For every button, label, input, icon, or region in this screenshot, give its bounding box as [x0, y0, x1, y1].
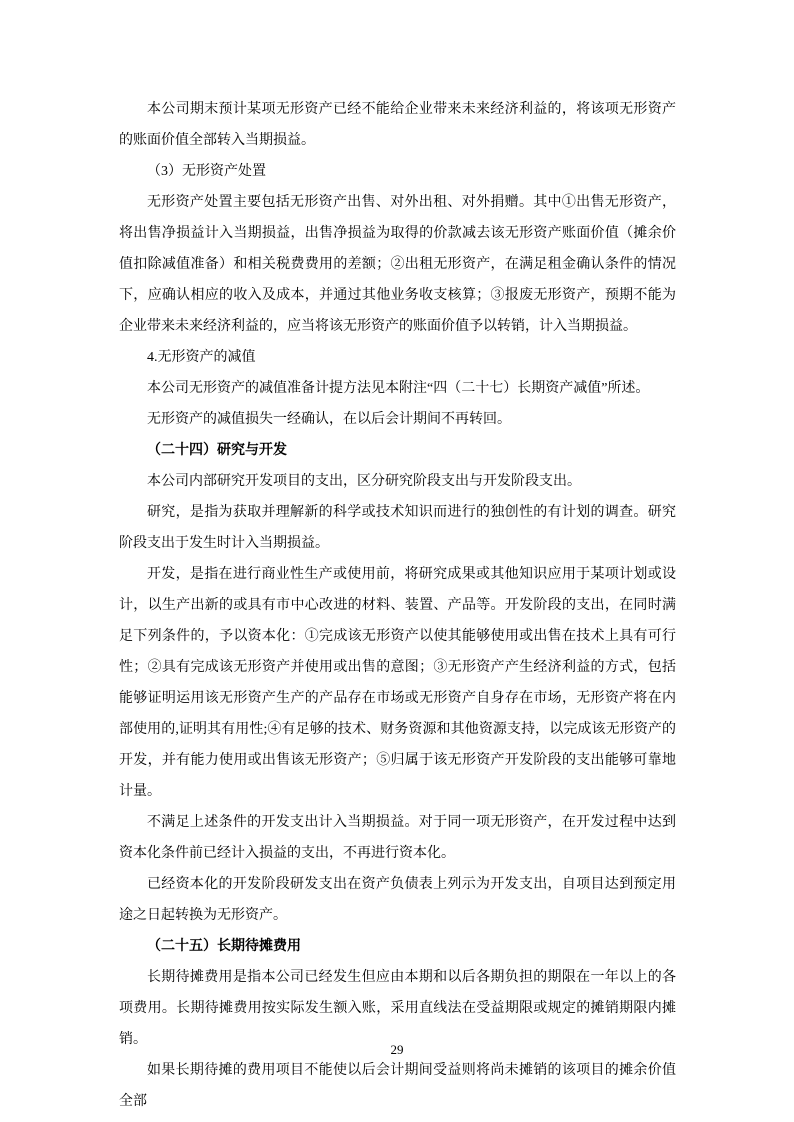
paragraph-intangible-derecognition: 本公司期末预计某项无形资产已经不能给企业带来未来经济利益的，将该项无形资产的账面价值全部转入当期损益。	[119, 102, 676, 148]
paragraph-non-capitalized-expenditure: 不满足上述条件的开发支出计入当期损益。对于同一项无形资产，在开发过程中达到资本化条件前已经计入损益的支出，不再进行资本化。	[119, 815, 676, 861]
section-heading-research-development: （二十四）研究与开发	[147, 443, 287, 458]
paragraph-research-definition: 研究，是指为获取并理解新的科学或技术知识而进行的独创性的有计划的调查。研究阶段支出于发生时计入当期损益。	[119, 505, 676, 551]
paragraph-capitalized-presentation: 已经资本化的开发阶段研发支出在资产负债表上列示为开发支出，自项目达到预定用途之日起转换为无形资产。	[119, 877, 676, 923]
paragraph-disposal-subtitle: （3）无形资产处置	[147, 164, 266, 179]
paragraph-impairment-no-reversal: 无形资产的减值损失一经确认，在以后会计期间不再转回。	[147, 412, 511, 427]
paragraph-development-definition: 开发，是指在进行商业性生产或使用前，将研究成果或其他知识应用于某项计划或设计，以生产出新的或具有市中心改进的材料、装置、产品等。开发阶段的支出，在同时满足下列条件的，予以资本化：①完成该无形资产以使其能够使用或出售在技术上具有可行性；②具有完成该无形资产并使用或出售的意图；③无形资产产生经济利益的方式，包括能够证明运用该无形资产生产的产品存在市场或无形资产自身存在市场，无形资产将在内部使用的,证明其有用性;④有足够的技术、财务资源和其他资源支持，以完成该无形资产的开发，并有能力使用或出售该无形资产；⑤归属于该无形资产开发阶段的支出能够可靠地计量。	[119, 567, 676, 799]
paragraph-rd-expenditure-split: 本公司内部研究开发项目的支出，区分研究阶段支出与开发阶段支出。	[147, 474, 581, 489]
page-number: 29	[390, 1042, 404, 1057]
paragraph-disposal-detail: 无形资产处置主要包括无形资产出售、对外出租、对外捐赠。其中①出售无形资产，将出售净损益计入当期损益，出售净损益为取得的价款减去该无形资产账面价值（摊余价值扣除减值准备）和相关税费费用的差额；②出租无形资产，在满足租金确认条件的情况下，应确认相应的收入及成本，并通过其他业务收支核算；③报废无形资产，预期不能为企业带来未来经济利益的，应当将该无形资产的账面价值予以转销，计入当期损益。	[119, 195, 676, 334]
paragraph-ltd-definition: 长期待摊费用是指本公司已经发生但应由本期和以后各期负担的期限在一年以上的各项费用。长期待摊费用按实际发生额入账，采用直线法在受益期限或规定的摊销期限内摊销。	[119, 970, 676, 1047]
section-heading-long-term-deferred-expenses: （二十五）长期待摊费用	[147, 939, 301, 954]
paragraph-impairment-method: 本公司无形资产的减值准备计提方法见本附注“四（二十七）长期资产减值”所述。	[147, 381, 650, 396]
paragraph-ltd-non-benefit: 如果长期待摊的费用项目不能使以后会计期间受益则将尚未摊销的该项目的摊余价值全部	[119, 1063, 676, 1109]
paragraph-impairment-subtitle: 4.无形资产的减值	[147, 350, 256, 365]
document-body	[119, 94, 676, 1117]
